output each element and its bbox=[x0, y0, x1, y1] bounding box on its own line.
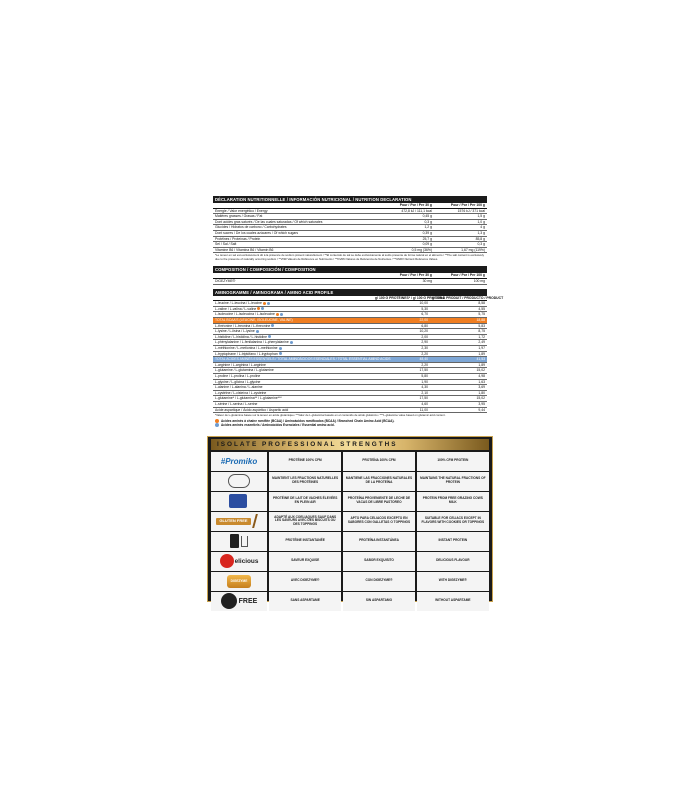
row-label: Sel / Sal / Salt bbox=[213, 242, 381, 248]
row-value-2: 1,80 bbox=[430, 390, 487, 396]
nutrition-col1: Pour / Por / Per 30 g bbox=[381, 203, 434, 208]
aspartame-free-icon: FREE bbox=[211, 592, 267, 611]
blue-dot-icon bbox=[215, 423, 219, 427]
row-label: Acide aspartique / Ácido aspártico / Aspartic acid bbox=[213, 407, 373, 413]
amino-table bbox=[213, 295, 504, 414]
strength-en: INSTANT PROTEIN bbox=[417, 532, 489, 551]
grazing-cow-icon bbox=[211, 492, 267, 511]
amino-col1: g/ 100 G PROTÉINES* / g/ 100 G PROTEÍNA bbox=[375, 295, 445, 300]
blue-dot-icon bbox=[271, 324, 274, 327]
row-label: L-cystéine / L-cisteína / L-cysteine bbox=[213, 390, 373, 396]
row-value-1: 0,45 g bbox=[381, 214, 434, 220]
table-row bbox=[213, 278, 487, 284]
label-sheet bbox=[213, 196, 504, 428]
row-value-2: 1,89 bbox=[430, 351, 487, 357]
row-value-1: 0,09 g bbox=[381, 242, 434, 248]
row-value-2: 4 g bbox=[434, 225, 487, 231]
row-value-2: 41,53 bbox=[430, 357, 487, 363]
row-value-1: 25,7 g bbox=[381, 236, 434, 242]
row-label: L-leucine / L-leucina / L-leucine bbox=[213, 301, 373, 307]
row-value-2: 0,3 g bbox=[434, 242, 487, 248]
row-label: TOTAL ACIDES AMINÉS ESSENTIELS / TOTAL AMINOÁCIDOS ESENCIALES / TOTAL ESSENTIAL AMINO ACIDS bbox=[215, 357, 391, 362]
strengths-title: ISOLATE PROFESSIONAL STRENGTHS bbox=[211, 439, 489, 450]
strength-en: 100% CFM PROTEIN bbox=[417, 452, 489, 471]
composition-title: COMPOSITION / COMPOSICIÓN / COMPOSITION bbox=[213, 266, 487, 273]
strength-row bbox=[211, 452, 489, 471]
strength-en: MAINTAINS THE NATURAL FRACTIONS OF PROTEIN bbox=[417, 472, 489, 491]
row-value-2: 3,69 bbox=[430, 385, 487, 391]
strength-es: SIN ASPARTAMO bbox=[343, 592, 415, 611]
row-value-1: 11,00 bbox=[373, 407, 430, 413]
row-value-2: 1,3 g bbox=[434, 231, 487, 237]
strength-fr: PROTÉINE 100% CFM bbox=[269, 452, 341, 471]
blue-dot-icon bbox=[280, 313, 283, 316]
table-row bbox=[213, 407, 487, 413]
strength-row bbox=[211, 552, 489, 571]
blue-dot-icon bbox=[279, 347, 282, 350]
row-value-1: 30 mg bbox=[381, 278, 434, 284]
row-value-2: 5,83 bbox=[430, 323, 487, 329]
row-value-2: 18,88 bbox=[430, 318, 487, 324]
row-value-1: 48,40 bbox=[373, 357, 430, 363]
row-label: L-histidine / L-histidina / L-histidine bbox=[213, 334, 373, 340]
row-label: TOTAL BCAA'S (LEUCINE, ISOLEUCINE, VALINE) bbox=[213, 318, 373, 324]
amino-note: *Valeur de L-glutamine basée sur la teneur en acide glutamique / **Valor de L-glutamina basado en el contenido de ácido glutámico / ***L-glutamine value based on glutamic acid content. bbox=[215, 413, 446, 418]
row-value-1: 4,30 bbox=[373, 385, 430, 391]
strength-fr: SANS ASPARTAME bbox=[269, 592, 341, 611]
row-value-1: 5,30 bbox=[373, 306, 430, 312]
blue-dot-icon bbox=[261, 307, 264, 310]
strength-en: WITHOUT ASPARTAME bbox=[417, 592, 489, 611]
row-value-1: 6,70 bbox=[373, 312, 430, 318]
row-label: Dont acides gras saturés / De las cuales saturadas / Of which saturates bbox=[213, 219, 381, 225]
row-label: Protéines / Proteínas / Protein bbox=[213, 236, 381, 242]
row-value-2: 85,8 g bbox=[434, 236, 487, 242]
gluten-free-icon: GLUTEN FREE bbox=[211, 512, 267, 531]
strength-en: PROTEIN FROM FREE GRAZING COWS MILK bbox=[417, 492, 489, 511]
table-row bbox=[213, 247, 487, 253]
strength-fr: MAINTIENT LES FRACTIONS NATURELLES DES PROTÉINES bbox=[269, 472, 341, 491]
amino-col2: g/ 100 G PRODUIT / PRODUCTO / PRODUCT bbox=[432, 295, 504, 300]
orange-dot-icon bbox=[215, 419, 219, 423]
blue-dot-icon bbox=[256, 330, 259, 333]
strength-en: WITH DIGEZYME® bbox=[417, 572, 489, 591]
row-value-1: 4,60 bbox=[373, 401, 430, 407]
legend-bcaa: Acides aminés à chaîne ramifiée (BCAA) / Aminoácidos ramificados (BCAA) / Branched Chain Amino Acid (BCAA). bbox=[213, 419, 487, 424]
row-value-1: 22,00 bbox=[373, 318, 430, 324]
row-label: L-isoleucine / L-isoleucina / L-isoleucine bbox=[213, 312, 373, 318]
orange-dot-icon bbox=[263, 302, 266, 305]
row-label: L-alanine / L-alanina / L-alanine bbox=[213, 385, 373, 391]
strength-en: DELICIOUS FLAVOUR bbox=[417, 552, 489, 571]
orange-dot-icon bbox=[257, 307, 260, 310]
row-label: L-arginine / L-arginina / L-arginine bbox=[213, 362, 373, 368]
row-label: L-lysine / L-lisina / L-lysine bbox=[213, 329, 373, 335]
nutrition-note: *Le teneur en sel est exclusivement dû à la présence de sodium présent naturellement / **El contenido de sal se debe exclusivamente al sodio presente de forma natural en el alimento / **The salt content is exclusively due to the presence of naturally occurring sodium / **VNR Valeurs de Référence en Nutriments / **%VRN Valores de Referencia de Nutrientes / **%NRV Nutrient Reference Values. bbox=[215, 253, 484, 261]
row-value-1: 2,90 bbox=[373, 340, 430, 346]
delicious-logo-icon: elicious bbox=[211, 552, 267, 571]
row-value-1: 2,20 bbox=[373, 351, 430, 357]
strength-row bbox=[211, 532, 489, 551]
amino-title: AMINOGRAMME / AMINOGRAMA / AMINO ACID PROFILE bbox=[213, 289, 487, 296]
row-value-1: 10,20 bbox=[373, 329, 430, 335]
nutrition-title: DÉCLARATION NUTRITIONNELLE / INFORMACIÓN NUTRICIONAL / NUTRITION DECLARATION bbox=[213, 196, 487, 203]
row-value-1: 1,90 bbox=[373, 379, 430, 385]
row-label: Énergie / Valor energético / Energy bbox=[213, 208, 381, 214]
row-label: Matières grasses / Grasas / Fat bbox=[213, 214, 381, 220]
strength-fr: PROTÉINE DE LAIT DE VACHES ÉLEVÉES EN PLEIN AIR bbox=[269, 492, 341, 511]
row-value-1: 0,3 g bbox=[381, 219, 434, 225]
row-label: L-glutamine / L-glutamina / L-glutamine bbox=[213, 368, 373, 374]
protein-fractions-icon bbox=[211, 472, 267, 491]
strength-row bbox=[211, 512, 489, 531]
strength-row bbox=[211, 592, 489, 611]
digezyme-logo-icon: DIGEZYME bbox=[211, 572, 267, 591]
row-value-2: 15,02 bbox=[430, 396, 487, 402]
row-label: L-valine / L-valina / L-valine bbox=[213, 306, 373, 312]
strength-fr: PROTÉINE INSTANTANÉE bbox=[269, 532, 341, 551]
strength-row bbox=[211, 572, 489, 591]
row-label: Glucides / Hidratos de carbono / Carbohydrates bbox=[213, 225, 381, 231]
row-value-2: 1,72 bbox=[430, 334, 487, 340]
row-value-2: 4,55 bbox=[430, 306, 487, 312]
row-value-2: 3,95 bbox=[430, 401, 487, 407]
composition-table bbox=[213, 273, 487, 284]
strength-es: SABOR EXQUISITO bbox=[343, 552, 415, 571]
row-label: L-glycine / L-glicina / L-glycine bbox=[213, 379, 373, 385]
strength-es: PROTEÍNA 100% CFM bbox=[343, 452, 415, 471]
strength-row bbox=[211, 472, 489, 491]
strength-es: APTO PARA CELIACOS EXCEPTO EN SABORES CON GALLETAS O TOPPINGS bbox=[343, 512, 415, 531]
composition-col2: Pour / Por / Per 100 g bbox=[434, 273, 487, 278]
row-value-1: 17,50 bbox=[373, 396, 430, 402]
row-value-2: 1,5 g bbox=[434, 214, 487, 220]
row-value-1: 0,39 g bbox=[381, 231, 434, 237]
strengths-panel bbox=[207, 436, 493, 605]
row-value-1: 17,50 bbox=[373, 368, 430, 374]
row-value-1: 2,00 bbox=[373, 334, 430, 340]
strength-es: CON DIGEZYME® bbox=[343, 572, 415, 591]
row-value-1: 1,2 g bbox=[381, 225, 434, 231]
strength-fr: AVEC DIGEZYME® bbox=[269, 572, 341, 591]
nutrition-table bbox=[213, 203, 487, 253]
strength-es: MANTIENE LAS FRACCIONES NATURALES DE LA PROTEÍNA bbox=[343, 472, 415, 491]
strength-es: PROTEÍNA PROVENIENTE DE LECHE DE VACAS DE LIBRE PASTOREO bbox=[343, 492, 415, 511]
shaker-icon bbox=[211, 532, 267, 551]
row-value-1: 2,20 bbox=[373, 362, 430, 368]
row-label: L-sérine / L-serina / L-serine bbox=[213, 401, 373, 407]
row-value-2: 1,63 bbox=[430, 379, 487, 385]
row-label: L-phénylalanine / L-fenilalanina / L-phenylalanine bbox=[213, 340, 373, 346]
row-value-2: 1,67 mg (119%) bbox=[434, 247, 487, 253]
row-value-1: 2,10 bbox=[373, 390, 430, 396]
row-value-1: 10,00 bbox=[373, 301, 430, 307]
row-value-2: 2,49 bbox=[430, 340, 487, 346]
row-value-2: 8,75 bbox=[430, 329, 487, 335]
row-value-2: 5,75 bbox=[430, 312, 487, 318]
row-value-1: 2,30 bbox=[373, 345, 430, 351]
promiko-logo-icon: #Promiko bbox=[211, 452, 267, 471]
blue-dot-icon bbox=[267, 302, 270, 305]
row-value-2: 1,0 g bbox=[434, 219, 487, 225]
row-value-2: 9,44 bbox=[430, 407, 487, 413]
nutrition-col2: Pour / Por / Per 100 g bbox=[434, 203, 487, 208]
row-value-2: 4,98 bbox=[430, 373, 487, 379]
row-value-1: 6,80 bbox=[373, 323, 430, 329]
row-value-1: 5,80 bbox=[373, 373, 430, 379]
row-value-2: 1,97 bbox=[430, 345, 487, 351]
row-value-1: 472,8 kJ / 111,1 kcal bbox=[381, 208, 434, 214]
row-label: L-tryptophane / L-triptófano / L-tryptophan bbox=[213, 351, 373, 357]
strength-fr: SAVEUR EXQUISE bbox=[269, 552, 341, 571]
orange-dot-icon bbox=[276, 313, 279, 316]
row-value-2: 8,58 bbox=[430, 301, 487, 307]
blue-dot-icon bbox=[290, 341, 293, 344]
blue-dot-icon bbox=[279, 352, 282, 355]
row-label: Dont sucres / De los cuales azúcares / Of which sugars bbox=[213, 231, 381, 237]
strength-en: SUITABLE FOR CELIACS EXCEPT IN FLAVORS WITH COOKIES OR TOPPINGS bbox=[417, 512, 489, 531]
strength-fr: ADAPTÉ AUX COELIAQUES SAUF DANS LES SAVEURS AVEC DES BISCUITS OU DES TOPPINGS bbox=[269, 512, 341, 531]
row-label: L-proline / L-prolina / L-proline bbox=[213, 373, 373, 379]
row-label: L-glutamine* / L-glutamina** / L-glutamine*** bbox=[213, 396, 373, 402]
row-value-2: 1,89 bbox=[430, 362, 487, 368]
row-label: DIGEZYME® bbox=[213, 278, 381, 284]
strength-row bbox=[211, 492, 489, 511]
row-label: L-thréonine / L-treonina / L-threonine bbox=[213, 323, 373, 329]
blue-dot-icon bbox=[268, 335, 271, 338]
composition-col1: Pour / Por / Per 30 g bbox=[381, 273, 434, 278]
row-label: Vitamine B6 / Vitamina B6 / Vitamin B6 bbox=[213, 247, 381, 253]
row-value-1: 0,5 mg (36%) bbox=[381, 247, 434, 253]
row-value-2: 15,02 bbox=[430, 368, 487, 374]
legend-essential: Acides aminés essentiels / Aminoácidos Esenciales / Essential amino acid. bbox=[213, 423, 487, 428]
row-value-2: 1576 kJ / 371 kcal bbox=[434, 208, 487, 214]
strength-es: PROTEÍNA INSTANTÁNEA bbox=[343, 532, 415, 551]
row-label: L-méthionine / L-metionina / L-methionine bbox=[213, 345, 373, 351]
row-value-2: 100 mg bbox=[434, 278, 487, 284]
